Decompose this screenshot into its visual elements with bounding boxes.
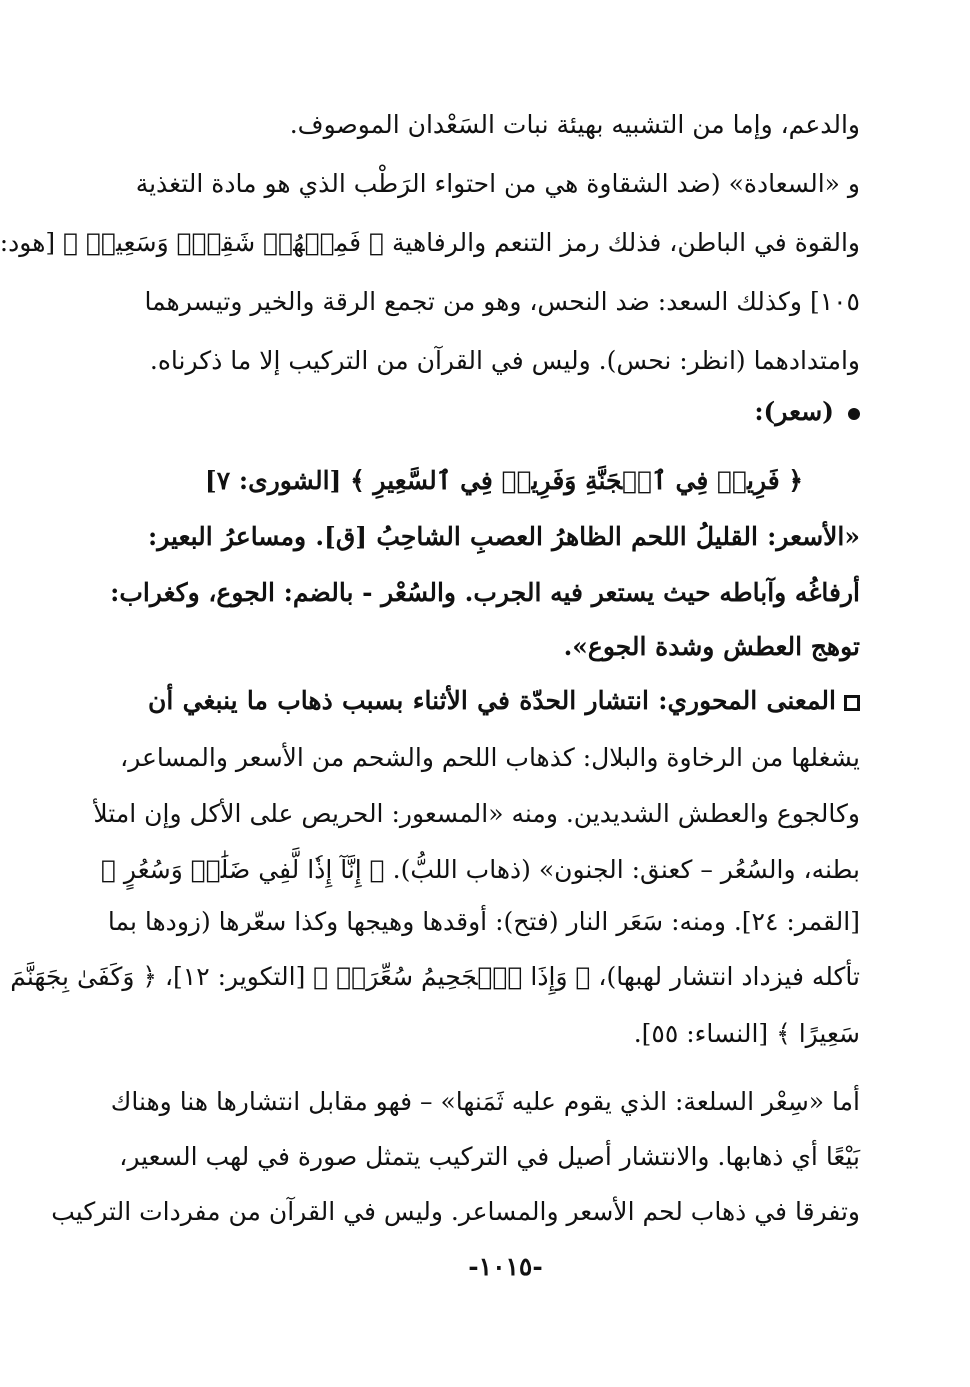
text-line: سَعِيرًا ﴾ [النساء: ٥٥]. bbox=[633, 1019, 860, 1048]
text-line: وامتدادهما (انظر: نحس). وليس في القرآن من التركيب إلا ما ذكرناه. bbox=[149, 346, 860, 375]
text-line: [القمر: ٢٤]. ومنه: سَعَر النار (فتح): أوقدها وهيجها وكذا سعّرها (زودها بما bbox=[107, 907, 860, 936]
text-line: والدعم، وإما من التشبيه بهيئة نبات السَعْدان الموصوف. bbox=[289, 110, 860, 139]
text-line: «الأسعر: القليلُ اللحم الظاهرُ العصبِ الشاحِبُ [ق]. ومساعرُ البعير: bbox=[148, 522, 860, 551]
text-line: أرفاغُه وآباطه حيث يستعر فيه الجرب. والسُعْر - بالضم: الجوع، وكغراب: bbox=[110, 578, 860, 607]
text-line: بطنه، والسُعُر – كعنق: الجنون» (ذهاب اللبُّ). ﴿ إِنَّآ إِذٗا لَّفِي ضَلَٰلٖ وَسُعُرٍ ﴾ bbox=[100, 855, 860, 884]
bullet-icon bbox=[848, 408, 860, 420]
text-line: أما «سِعْر السلعة: الذي يقوم عليه ثَمَنها» – فهو مقابل انتشارها هنا وهناك bbox=[110, 1087, 860, 1116]
text-line: وتفرقا في ذهاب لحم الأسعر والمساعر. وليس في القرآن من مفردات التركيب bbox=[51, 1197, 860, 1226]
text-line: ١٠٥] وكذلك السعد: ضد النحس، وهو من تجمع الرقة والخير وتيسرهما bbox=[144, 287, 860, 316]
text-line: والقوة في الباطن، فذلك رمز التنعم والرفاهية ﴿ فَمِنۡهُمۡ شَقِيّٞ وَسَعِيدٞ ﴾ [هود: bbox=[0, 228, 860, 257]
square-marker-icon bbox=[844, 695, 860, 711]
text-line: تأكله فيزداد انتشار لهبها)، ﴿ وَإِذَا ٱلۡجَحِيمُ سُعِّرَتۡ ﴾ [التكوير: ١٢]، ﴿ وَكَفَىٰ بِجَهَنَّمَ bbox=[10, 962, 860, 991]
page-number: -١٠١٥- bbox=[468, 1252, 543, 1281]
text-line: بَيْعًا أي ذهابها. والانتشار أصيل في التركيب يتمثل صورة في لهب السعير، bbox=[119, 1142, 860, 1171]
text-line: و «السعادة» (ضد الشقاوة هي من احتواء الرَطْب الذي هو مادة التغذية bbox=[135, 169, 860, 198]
core-meaning-line bbox=[148, 684, 860, 718]
text-line bbox=[120, 741, 860, 775]
quran-verse: ﴿ فَرِيقٞ فِي ٱلۡجَنَّةِ وَفَرِيقٞ فِي ٱلسَّعِيرِ ﴾ [الشورى: ٧] bbox=[204, 466, 804, 495]
text-line: توهج العطش وشدة الجوع». bbox=[563, 632, 860, 661]
text-line: وكالجوع والعطش الشديدين. ومنه «المسعور: الحريص على الأكل وإن امتلأ bbox=[93, 799, 860, 828]
entry-root: (سعر): bbox=[754, 397, 834, 426]
text-line-content: يشغلها من الرخاوة والبلال: كذهاب اللحم والشحم من الأسعر والمساعر، bbox=[120, 743, 860, 772]
core-meaning-text: المعنى المحوري: انتشار الحدّة في الأثناء بسبب ذهاب ما ينبغي أن bbox=[148, 686, 836, 715]
entry-heading bbox=[148, 395, 860, 429]
